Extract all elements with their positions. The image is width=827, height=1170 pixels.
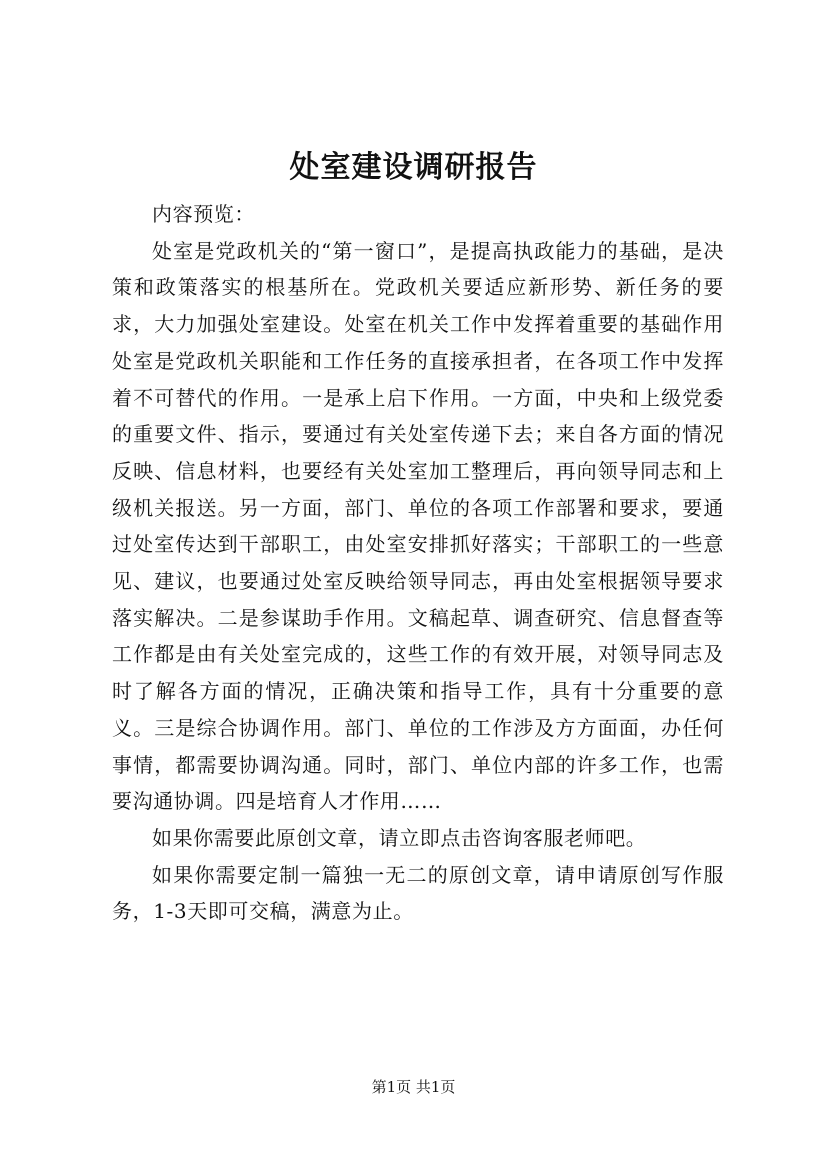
document-title: 处室建设调研报告: [289, 150, 538, 185]
paragraph-contact: 如果你需要此原创文章，请立即点击咨询客服老师吧。: [152, 825, 647, 850]
preview-label: 内容预览：: [152, 202, 255, 226]
paragraph-custom-service: 如果你需要定制一篇独一无二的原创文章，请申请原创写作服务，1-3天即可交稿，满意为止。: [112, 862, 724, 924]
page-footer: 第1页 共1页: [371, 1078, 456, 1096]
paragraph-main: 处室是党政机关的“第一窗口”，是提高执政能力的基础，是决策和政策落实的根基所在。党政机关要适应新形势、新任务的要求，大力加强处室建设。处室在机关工作中发挥着重要的基础作用处室是党政机关职能和工作任务的直接承担者，在各项工作中发挥着不可替代的作用。一是承上启下作用。一方面，中央和上级党委的重要文件、指示，要通过有关处室传递下去；来自各方面的情况反映、信息材料，也要经有关处室加工整理后，再向领导同志和上级机关报送。另一方面，部门、单位的各项工作部署和要求，要通过处室传达到干部职工，由处室安排抓好落实；干部职工的一些意见、建议，也要通过处室反映给领导同志，再由处室根据领导要求落实解决。二是参谋助手作用。文稿起草、调查研究、信息督查等工作都是由有关处室完成的，这些工作的有效开展，对领导同志及时了解各方面的情况，正确决策和指导工作，具有十分重要的意义。三是综合协调作用。部门、单位的工作涉及方方面面，办任何事情，都需要协调沟通。同时，部门、单位内部的许多工作，也需要沟通协调。四是培育人才作用……: [112, 238, 724, 814]
document-body: [112, 196, 724, 930]
